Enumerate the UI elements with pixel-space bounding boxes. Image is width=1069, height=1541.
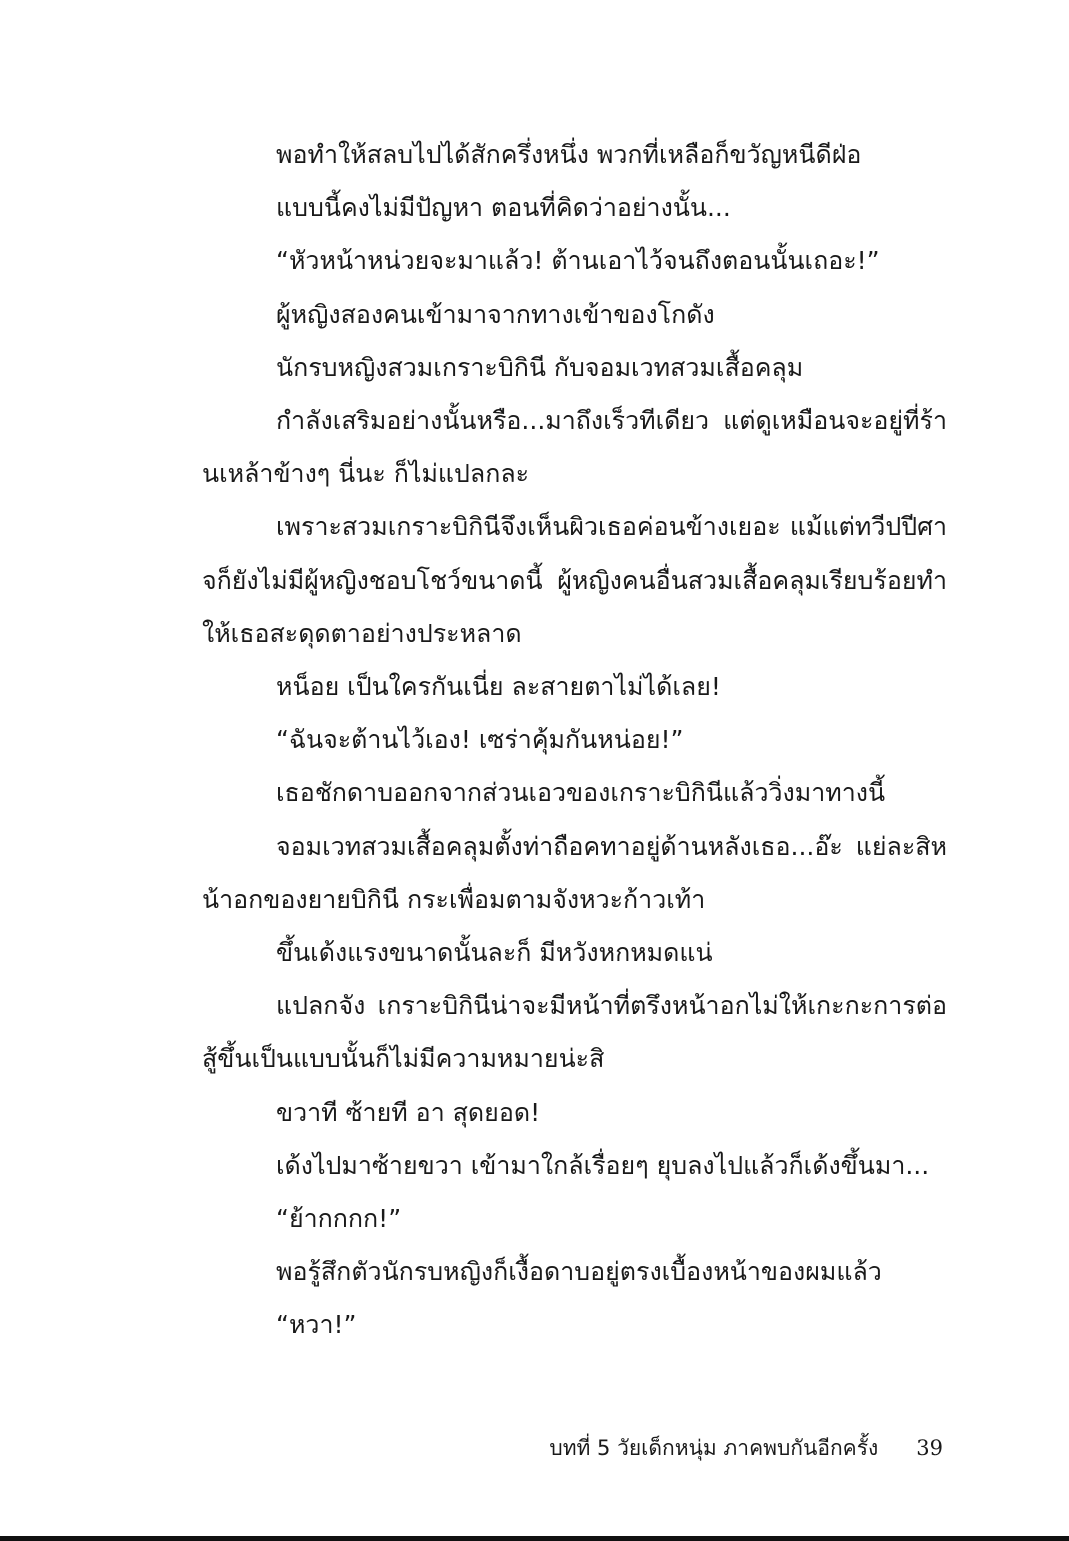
paragraph: นักรบหญิงสวมเกราะบิกินี กับจอมเวทสวมเสื้อคลุม: [276, 352, 804, 382]
paragraph: กำลังเสริมอย่างนั้นหรือ...มาถึงเร็วทีเดียว แต่ดูเหมือนจะอยู่ที่ร้านเหล้าข้างๆ นี่นะ ก็ไม่แปลกละ: [202, 406, 947, 489]
paragraph: “ฉันจะต้านไว้เอง! เซร่าคุ้มกันหน่อย!”: [276, 725, 684, 755]
paragraph: แบบนี้คงไม่มีปัญหา ตอนที่คิดว่าอย่างนั้น...: [276, 193, 731, 223]
paragraph: จอมเวทสวมเสื้อคลุมตั้งท่าถือคทาอยู่ด้านหลังเธอ...อ๊ะ แย่ละสิหน้าอกของยายบิกินี กระเพื่อมตามจังหวะก้าวเท้า: [202, 831, 947, 914]
paragraph: ผู้หญิงสองคนเข้ามาจากทางเข้าของโกดัง: [276, 299, 715, 329]
paragraph: เด้งไปมาซ้ายขวา เข้ามาใกล้เรื่อยๆ ยุบลงไปแล้วก็เด้งขึ้นมา...: [276, 1150, 930, 1180]
paragraph: “ย้ากกกก!”: [276, 1204, 402, 1234]
paragraph: แปลกจัง เกราะบิกินีน่าจะมีหน้าที่ตรึงหน้าอกไม่ให้เกะกะการต่อสู้ขึ้นเป็นแบบนั้นก็ไม่มีความหมายน่ะสิ: [202, 991, 947, 1074]
paragraph: หน็อย เป็นใครกันเนี่ย ละสายตาไม่ได้เลย!: [276, 672, 721, 702]
bottom-border: [0, 1536, 1069, 1541]
paragraph: ขึ้นเด้งแรงขนาดนั้นละก็ มีหวังหกหมดแน่: [276, 938, 713, 968]
paragraph: ขวาที ซ้ายที อา สุดยอด!: [276, 1097, 541, 1127]
paragraph: พอรู้สึกตัวนักรบหญิงก็เงื้อดาบอยู่ตรงเบื้องหน้าของผมแล้ว: [276, 1257, 882, 1287]
body-text: [202, 128, 947, 1352]
page-number: 39: [916, 1436, 943, 1460]
chapter-title: บทที่ 5 วัยเด็กหนุ่ม ภาคพบกันอีกครั้ง: [549, 1436, 879, 1460]
paragraph: “หัวหน้าหน่วยจะมาแล้ว! ต้านเอาไว้จนถึงตอนนั้นเถอะ!”: [276, 246, 880, 276]
paragraph: พอทำให้สลบไปได้สักครึ่งหนึ่ง พวกที่เหลือก็ขวัญหนีดีฝ่อ: [276, 140, 862, 169]
paragraph: “หวา!”: [276, 1310, 357, 1340]
running-footer: [549, 1432, 943, 1465]
paragraph: เธอชักดาบออกจากส่วนเอวของเกราะบิกินีแล้ววิ่งมาทางนี้: [276, 778, 886, 808]
paragraph: เพราะสวมเกราะบิกินีจึงเห็นผิวเธอค่อนข้างเยอะ แม้แต่ทวีปปีศาจก็ยังไม่มีผู้หญิงชอบโชว์ขนาดนี้ ผู้หญิงคนอื่นสวมเสื้อคลุมเรียบร้อยทำให้เธอสะดุดตาอย่างประหลาด: [202, 512, 947, 648]
